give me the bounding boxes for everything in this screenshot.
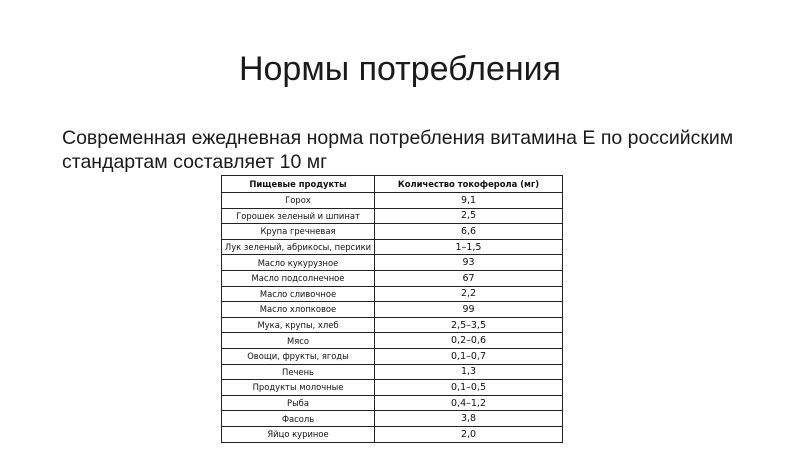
tocopherol-table-container <box>221 175 562 443</box>
food-cell: Фасоль <box>222 411 375 427</box>
food-cell: Мука, крупы, хлеб <box>222 317 375 333</box>
table-row <box>222 333 563 349</box>
table-row <box>222 302 563 318</box>
table-row <box>222 411 563 427</box>
slide-title: Нормы потребления <box>238 50 562 88</box>
food-cell: Масло сливочное <box>222 286 375 302</box>
food-cell: Масло подсолнечное <box>222 270 375 286</box>
tocopherol-value-cell: 9,1 <box>375 193 563 209</box>
tocopherol-value-cell: 2,5 <box>375 208 563 224</box>
food-cell: Лук зеленый, абрикосы, персики <box>222 239 375 255</box>
food-cell: Горошек зеленый и шпинат <box>222 208 375 224</box>
tocopherol-value-cell: 0,2–0,6 <box>375 333 563 349</box>
table-row <box>222 193 563 209</box>
column-header-food: Пищевые продукты <box>222 176 375 193</box>
tocopherol-value-cell: 0,4–1,2 <box>375 395 563 411</box>
table-row <box>222 380 563 396</box>
tocopherol-value-cell: 67 <box>375 270 563 286</box>
table-row <box>222 208 563 224</box>
slide-body-text: Современная ежедневная норма потребления витамина Е по российским стандартам составляет 10 мг <box>62 127 734 173</box>
table-row <box>222 239 563 255</box>
tocopherol-value-cell: 3,8 <box>375 411 563 427</box>
food-cell: Рыба <box>222 395 375 411</box>
table-row <box>222 255 563 271</box>
food-cell: Печень <box>222 364 375 380</box>
table-row <box>222 348 563 364</box>
food-cell: Мясо <box>222 333 375 349</box>
table-row <box>222 224 563 240</box>
tocopherol-value-cell: 6,6 <box>375 224 563 240</box>
column-header-tocopherol: Количество токоферола (мг) <box>375 176 563 193</box>
table-row <box>222 395 563 411</box>
tocopherol-value-cell: 2,5–3,5 <box>375 317 563 333</box>
table-body <box>222 193 563 443</box>
table-row <box>222 364 563 380</box>
table-row <box>222 286 563 302</box>
tocopherol-value-cell: 1–1,5 <box>375 239 563 255</box>
table-row <box>222 426 563 442</box>
tocopherol-value-cell: 0,1–0,5 <box>375 380 563 396</box>
tocopherol-value-cell: 93 <box>375 255 563 271</box>
food-cell: Крупа гречневая <box>222 224 375 240</box>
food-cell: Овощи, фрукты, ягоды <box>222 348 375 364</box>
tocopherol-value-cell: 2,0 <box>375 426 563 442</box>
food-cell: Масло кукурузное <box>222 255 375 271</box>
food-cell: Горох <box>222 193 375 209</box>
tocopherol-table <box>221 175 563 443</box>
food-cell: Яйцо куриное <box>222 426 375 442</box>
table-header-row <box>222 176 563 193</box>
tocopherol-value-cell: 0,1–0,7 <box>375 348 563 364</box>
table-row <box>222 317 563 333</box>
tocopherol-value-cell: 2,2 <box>375 286 563 302</box>
food-cell: Масло хлопковое <box>222 302 375 318</box>
food-cell: Продукты молочные <box>222 380 375 396</box>
tocopherol-value-cell: 1,3 <box>375 364 563 380</box>
tocopherol-value-cell: 99 <box>375 302 563 318</box>
table-row <box>222 270 563 286</box>
